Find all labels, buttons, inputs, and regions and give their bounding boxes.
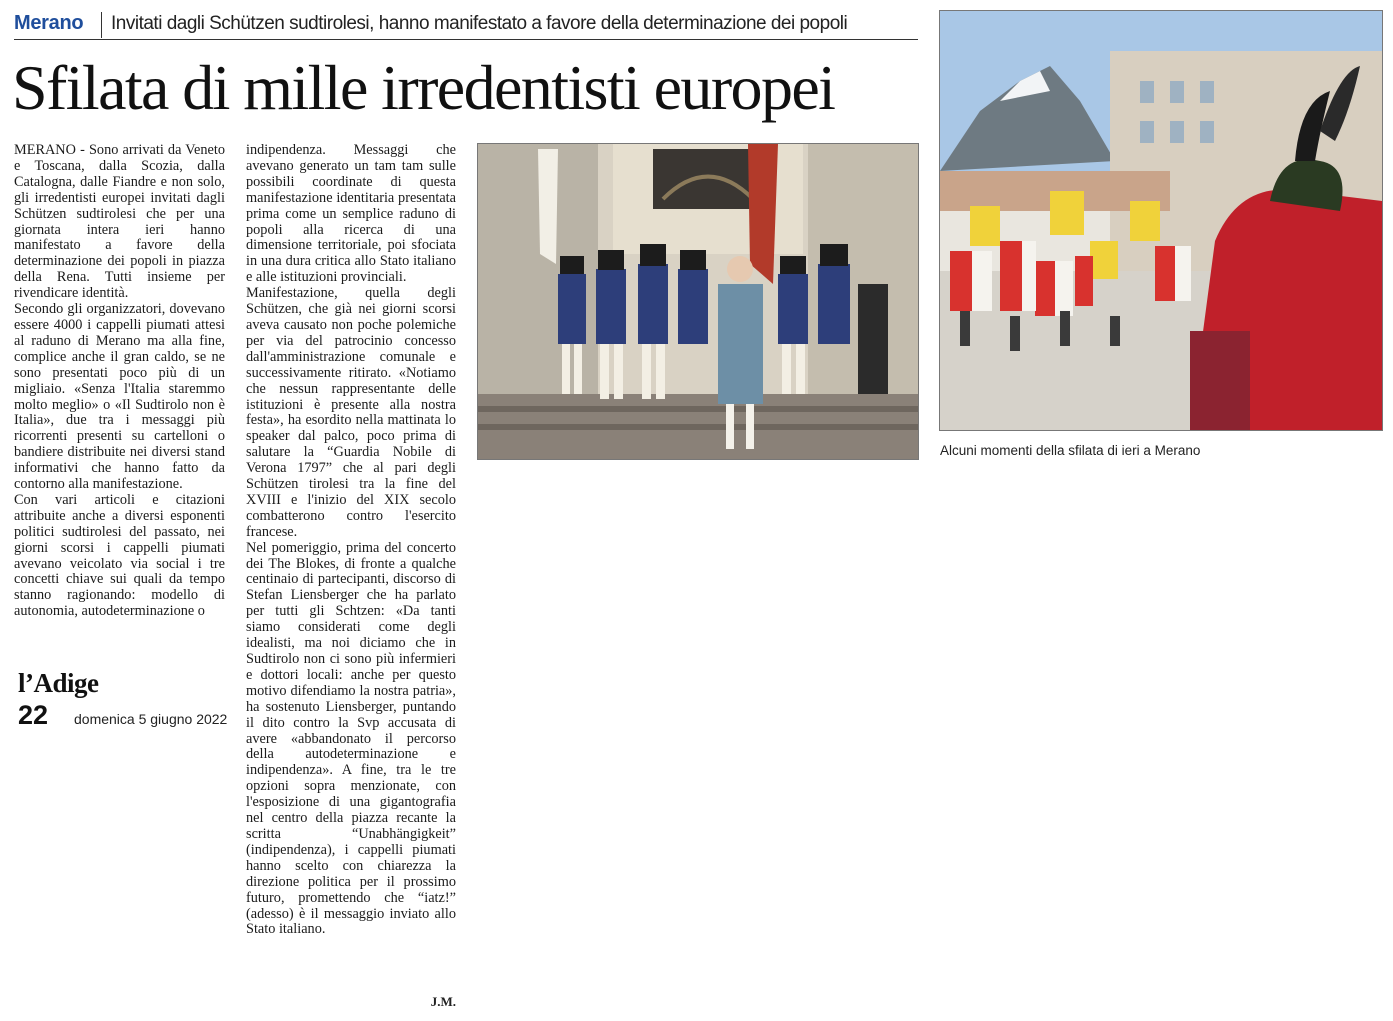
paragraph: MERANO - Sono arrivati da Veneto e Toscana, dalla Scozia, dalla Catalogna, dalle Fiandre e non solo, gli irredentisti europei invitati dagli Schützen sudtirolesi che per una giornata intera ieri hanno manifestato a favore della determinazione dei popoli in piazza della Rena. Tutti insieme per rivendicare identità.	[14, 142, 225, 302]
photo-parade	[939, 10, 1383, 431]
article-column-2	[246, 143, 456, 938]
paragraph: Manifestazione, quella degli Schützen, che già nei giorni scorsi aveva causato non poche polemiche per via del patrocinio concesso dall'amministrazione comunale e successivamente ritirato. «Notiamo che nessun rappresentante delle istituzioni è presente alla nostra festa», ha esordito nella mattinata lo speaker dal palco, poco prima di salutare la “Guardia Nobile di Verona 1797” che al pari degli Schützen tirolesi tra la fine del XVIII e l'inizio del XIX secolo combatterono contro l'esercito francese.	[246, 285, 456, 540]
headline: Sfilata di mille irredentisti europei	[12, 52, 835, 123]
article-column-1	[14, 143, 225, 620]
paragraph: Secondo gli organizzatori, dovevano essere 4000 i cappelli piumati attesi al raduno di Merano ma alla fine, complice anche il gran caldo, se ne sono presentati poco più di un migliaio. «Senza l'Italia staremmo molto meglio» o «Il Sudtirolo non è Italia», due tra i messaggi più ricorrenti presenti su cartelloni o bandiere distribuite nei diversi stand informativi che hanno fatto da contorno alla manifestazione.	[14, 301, 225, 493]
paragraph: indipendenza. Messaggi che avevano generato un tam tam sulle possibili coordinate di questa manifestazione identitaria presentata prima come un semplice raduno di popoli alla ricerca di una dimensione territoriale, poi sfociata in una dura critica allo Stato italiano e alle istituzioni provinciali.	[246, 142, 456, 286]
paragraph: Nel pomeriggio, prima del concerto dei The Blokes, di fronte a qualche centinaio di partecipanti, discorso di Stefan Liensberger che ha parlato per tutti gli Schtzen: «Da tanti siamo considerati come degli idealisti, ma noi diciamo che in Sudtirolo non ci sono più infermieri e dottori locali: anche per questo motivo difendiamo la nostra patria», ha sostenuto Liensberger, puntando il dito contro la Svp accusata di avere «abbandonato il percorso della autodeterminazione e indipendenza». A fine, tra le tre opzioni sopra menzionate, con l'esposizione di una gigantografia nel centro della piazza recante la scritta “Unabhängigkeit” (indipendenza), i cappelli piumati hanno scelto con chiarezza la direzione politica per il prossimo futuro, promettendo che “iatz!” (adesso) è il messaggio inviato allo Stato italiano.	[246, 539, 456, 938]
photo-caption: Alcuni momenti della sfilata di ieri a Merano	[940, 443, 1201, 458]
page-number: 22	[18, 700, 49, 730]
kicker-separator	[101, 12, 102, 38]
paragraph: Con vari articoli e citazioni attribuite anche a diversi esponenti politici sudtirolesi del passato, nei giorni scorsi i cappelli piumati avevano veicolato via social i tre concetti chiave sui quali da tempo stanno ragionando: modello di autonomia, autodeterminazione o	[14, 491, 225, 620]
photo-guards	[477, 143, 919, 460]
section-label: Merano	[14, 12, 84, 34]
kicker: Invitati dagli Schützen sudtirolesi, hanno manifestato a favore della determinazione dei popoli	[111, 13, 848, 34]
masthead-logo: l’Adige	[18, 668, 99, 698]
byline: J.M.	[430, 994, 456, 1009]
header-rule	[14, 39, 918, 40]
publication-date: domenica 5 giugno 2022	[74, 711, 228, 727]
